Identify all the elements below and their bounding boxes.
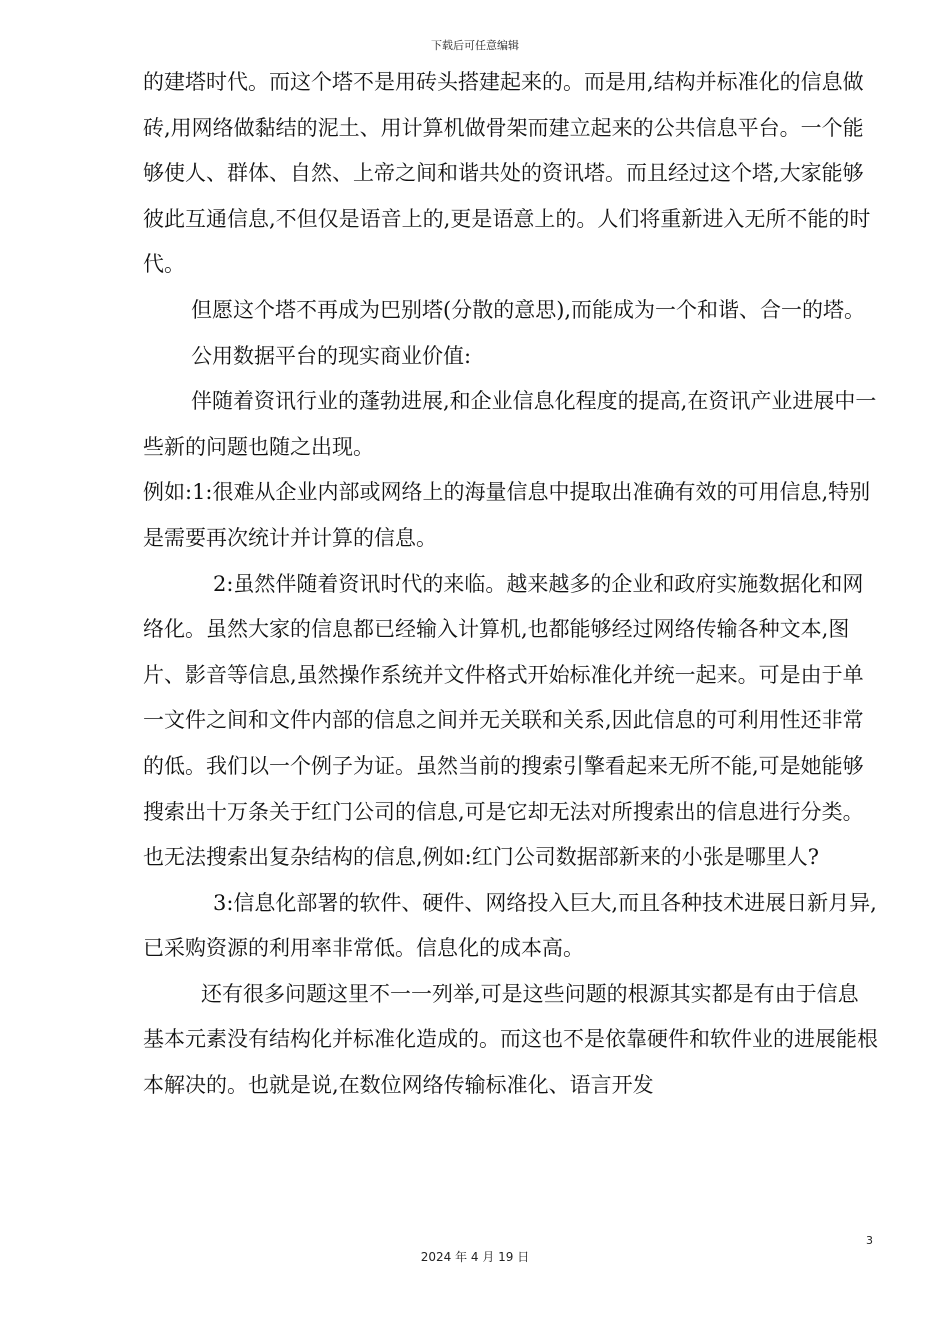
paragraph-example-2: 2:虽然伴随着资讯时代的来临。越来越多的企业和政府实施数据化和网络化。虽然大家的信息都已经输入计算机,也都能够经过网络传输各种文本,图片、影音等信息,虽然操作系统并文件格式开始标准化并统一起来。可是由于单一文件之间和文件内部的信息之间并无关联和关系,因此信息的可利用性还非常的低。我们以一个例子为证。虽然当前的搜索引擎看起来无所不能,可是她能够搜索出十万条关于红门公司的信息,可是它却无法对所搜索出的信息进行分类。也无法搜索出复杂结构的信息,例如:红门公司数据部新来的小张是哪里人? (143, 571, 864, 870)
page-header: 下载后可任意编辑 (431, 39, 519, 52)
paragraph-example-3: 3:信息化部署的软件、硬件、网络投入巨大,而且各种技术进展日新月异,已采购资源的利用率非常低。信息化的成本高。 (143, 890, 877, 961)
page-number: 3 (866, 1234, 873, 1247)
paragraph-example-1: 例如:1:很难从企业内部或网络上的海量信息中提取出准确有效的可用信息,特别是需要再次统计并计算的信息。 (143, 480, 871, 550)
paragraph-root-cause: 还有很多问题这里不一一列举,可是这些问题的根源其实都是有由于信息基本元素没有结构化并标准化造成的。而这也不是依靠硬件和软件业的进展能根本解决的。也就是说,在数位网络传输标准化、语言开发 (143, 981, 878, 1098)
paragraph-tower-era: 的建塔时代。而这个塔不是用砖头搭建起来的。而是用,结构并标准化的信息做砖,用网络做黏结的泥土、用计算机做骨架而建立起来的公共信息平台。一个能够使人、群体、自然、上帝之间和谐共处的资讯塔。而且经过这个塔,大家能够彼此互通信息,不但仅是语音上的,更是语意上的。人们将重新进入无所不能的时代。 (143, 70, 871, 277)
paragraph-babel-hope: 但愿这个塔不再成为巴别塔(分散的意思),而能成为一个和谐、合一的塔。 (191, 297, 866, 322)
footer-date: 2024 年 4 月 19 日 (420, 1250, 530, 1264)
document-body (143, 60, 878, 1109)
paragraph-commercial-value-heading: 公用数据平台的现实商业价值: (191, 343, 472, 368)
paragraph-industry-progress: 伴随着资讯行业的蓬勃进展,和企业信息化程度的提高,在资讯产业进展中一些新的问题也随之出现。 (143, 389, 877, 459)
